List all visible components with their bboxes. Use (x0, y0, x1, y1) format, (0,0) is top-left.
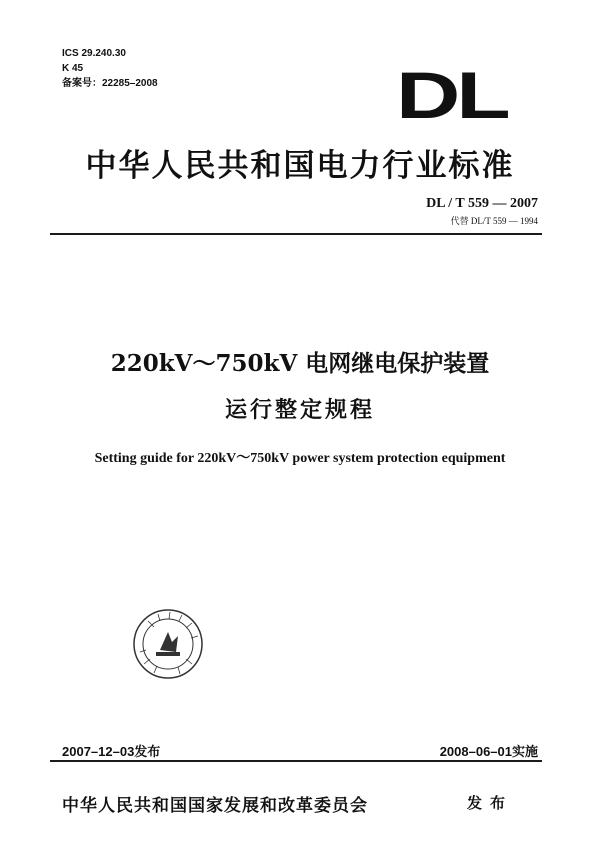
document-title-line-1: 220kV～750kV 电网继电保护装置 (110, 350, 490, 377)
footer-divider (50, 760, 542, 762)
implementation-date: 2008–06–01实施 (439, 744, 538, 759)
publisher-name: 中华人民共和国国家发展和改革委员会 (62, 796, 368, 816)
english-title: Setting guide for 220kV～750kV power system protection equipment (94, 451, 506, 466)
ics-code: ICS 29.240.30 (62, 48, 126, 59)
document-title-line-2: 运行整定规程 (224, 398, 375, 423)
issue-date: 2007–12–03发布 (62, 744, 161, 759)
publish-label: 发布 (467, 794, 514, 812)
filing-number: 备案号：22285–2008 (62, 78, 158, 89)
dl-logo: DL (396, 58, 507, 132)
replaces-standard: 代替 DL/T 559 — 1994 (450, 216, 538, 226)
header-divider (50, 233, 542, 235)
org-title: 中华人民共和国电力行业标准 (85, 148, 515, 184)
standard-number: DL / T 559 — 2007 (426, 196, 538, 211)
classification-code: K 45 (62, 63, 84, 74)
publisher-seal-icon (132, 608, 204, 680)
